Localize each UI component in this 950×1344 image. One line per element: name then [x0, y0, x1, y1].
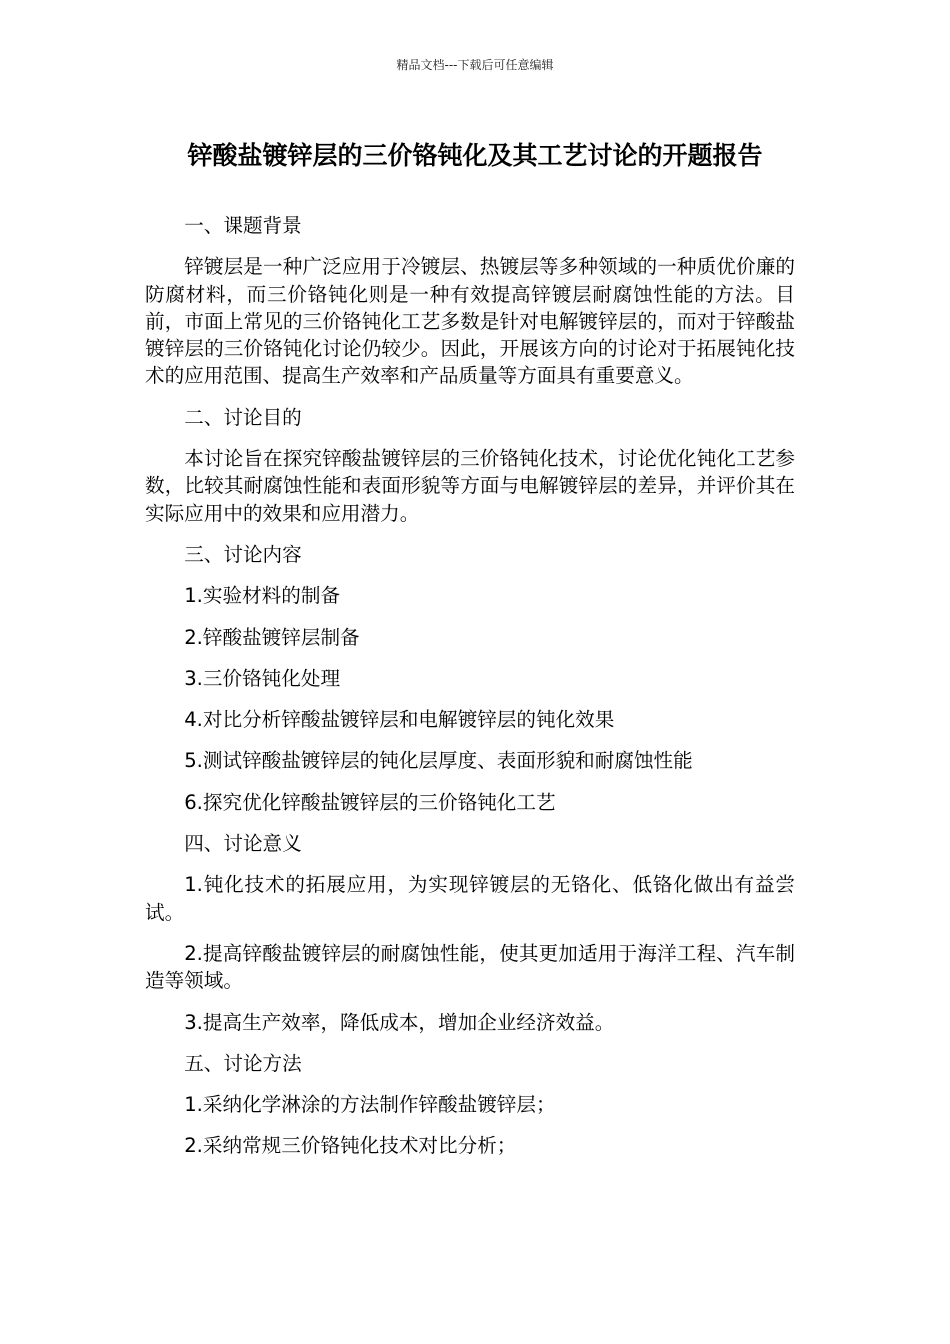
paragraph-purpose: 本讨论旨在探究锌酸盐镀锌层的三价铬钝化技术，讨论优化钝化工艺参数，比较其耐腐蚀性能和表面形貌等方面与电解镀锌层的差异，并评价其在实际应用中的效果和应用潜力。 — [145, 447, 795, 525]
list-item-significance-1: 1.钝化技术的拓展应用，为实现锌镀层的无铬化、低铬化做出有益尝试。 — [145, 873, 795, 924]
list-item-significance-2: 2.提高锌酸盐镀锌层的耐腐蚀性能，使其更加适用于海洋工程、汽车制造等领域。 — [145, 941, 795, 993]
paragraph-background: 锌镀层是一种广泛应用于冷镀层、热镀层等多种领域的一种质优价廉的防腐材料，而三价铬钝化则是一种有效提高锌镀层耐腐蚀性能的方法。目前，市面上常见的三价铬钝化工艺多数是针对电解镀锌层的，而对于锌酸盐镀锌层的三价铬钝化讨论仍较少。因此，开展该方向的讨论对于拓展钝化技术的应用范围、提高生产效率和产品质量等方面具有重要意义。 — [145, 255, 795, 388]
section-heading-background: 一、课题背景 — [184, 214, 302, 237]
list-item-methods-1: 1.采纳化学淋涂的方法制作锌酸盐镀锌层； — [184, 1093, 556, 1117]
list-item-content-4: 4.对比分析锌酸盐镀锌层和电解镀锌层的钝化效果 — [184, 708, 615, 732]
list-item-content-6: 6.探究优化锌酸盐镀锌层的三价铬钝化工艺 — [184, 790, 556, 814]
section-heading-content: 三、讨论内容 — [184, 542, 302, 566]
section-heading-methods: 五、讨论方法 — [184, 1051, 302, 1075]
list-item-methods-2: 2.采纳常规三价铬钝化技术对比分析； — [184, 1134, 517, 1158]
list-item-content-1: 1.实验材料的制备 — [184, 584, 341, 608]
list-item-content-5: 5.测试锌酸盐镀锌层的钝化层厚度、表面形貌和耐腐蚀性能 — [184, 749, 693, 773]
list-item-content-3: 3.三价铬钝化处理 — [184, 666, 341, 690]
section-heading-significance: 四、讨论意义 — [184, 832, 302, 856]
list-item-significance-3: 3.提高生产效率，降低成本，增加企业经济效益。 — [184, 1010, 615, 1034]
document-body — [145, 212, 795, 1174]
list-item-content-2: 2.锌酸盐镀锌层制备 — [184, 625, 360, 649]
page-header: 精品文档---下载后可任意编辑 — [396, 58, 554, 72]
section-heading-purpose: 二、讨论目的 — [184, 405, 302, 429]
document-title: 锌酸盐镀锌层的三价铬钝化及其工艺讨论的开题报告 — [187, 141, 763, 170]
